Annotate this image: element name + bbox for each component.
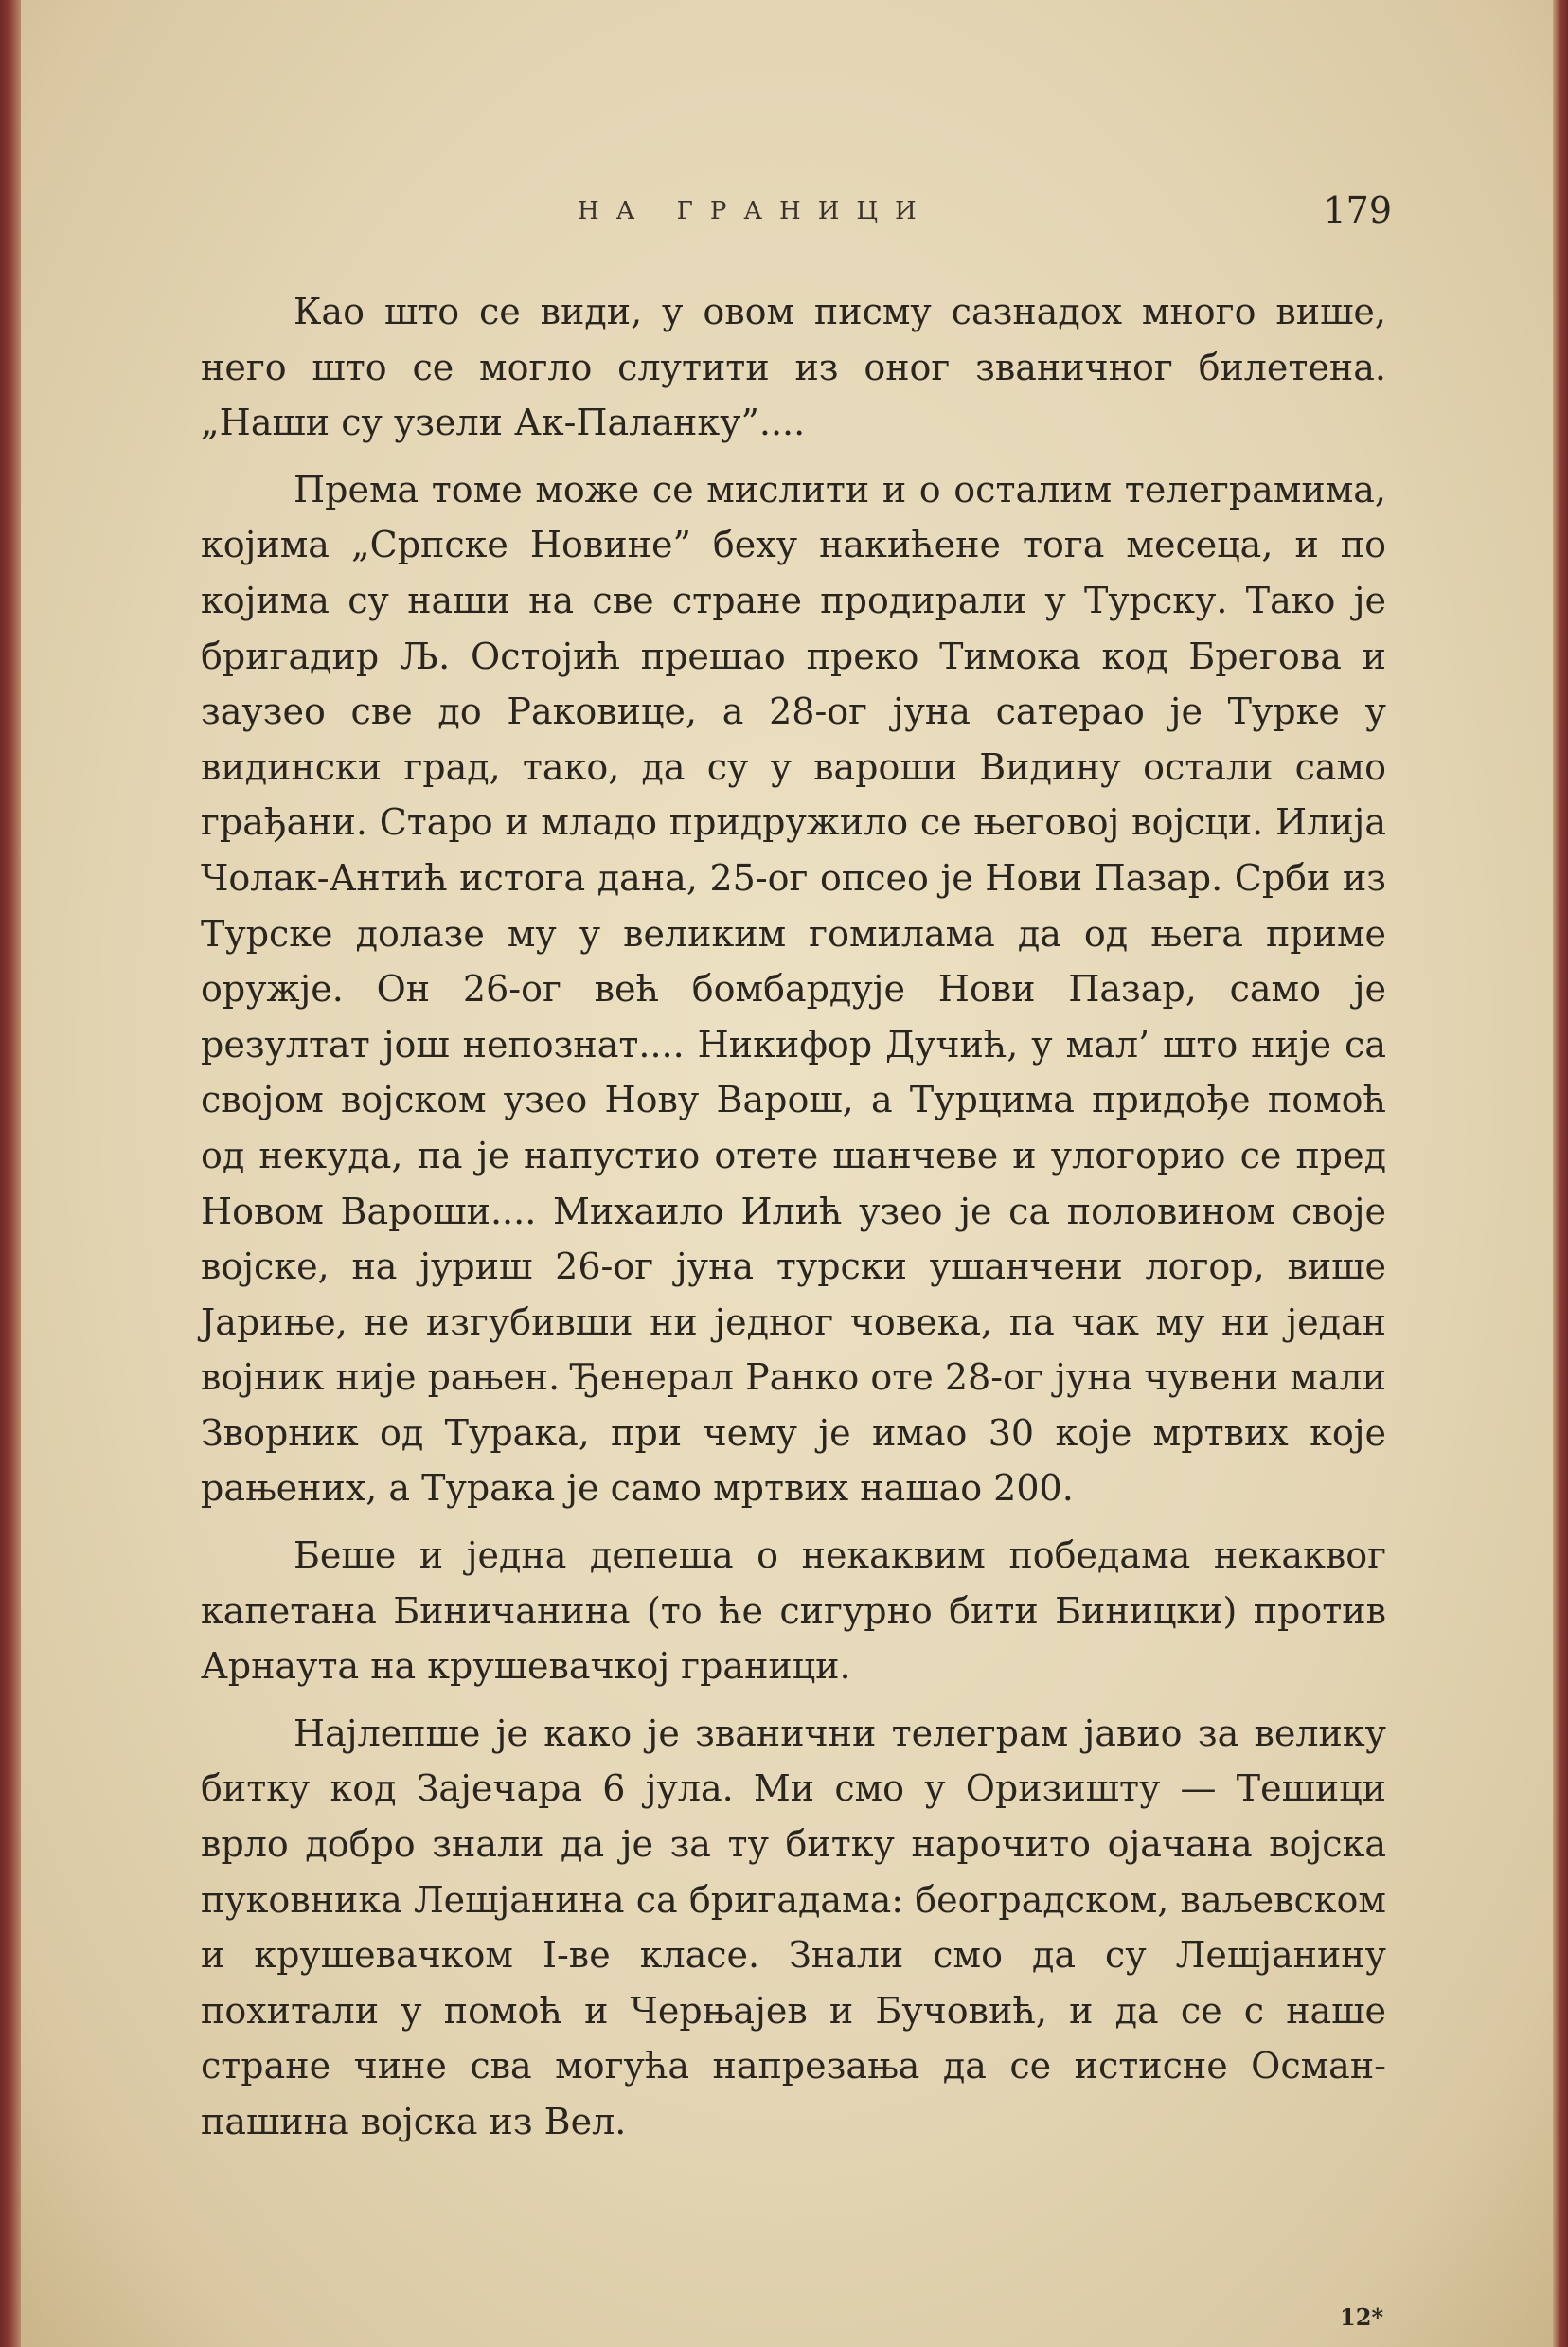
paragraph: Најлепше је како је званични телеграм јавио за велику битку код Зајечара 6 јула. Ми смо у Оризишту — Тешици врло добро знали да је за ту битку нарочито ојачана војска пуковника Лешјанина са бригадама: београдском, ваљевском и крушевачком I-ве класе. Знали смо да су Лешјанину похитали у помоћ и Черњајев и Бучовић, и да се с наше стране чине сва могућа напрезања да се истисне Осман-пашина војска из Вел. (201, 1711, 1386, 2142)
page-number: 179 (1323, 189, 1392, 231)
running-head (199, 189, 1392, 246)
paragraph: Према томе може се мислити и о осталим телеграмима, којима „Српске Новине” беху накићене тога месеца, и по којима су наши на све стране продирали у Турску. Тако је бригадир Љ. Остојић прешао преко Тимока код Брегова и заузео све до Раковице, а 28-ог јуна сатерао је Турке у видински град, тако, да су у вароши Видину остали само грађани. Старо и младо придружило се његовој војсци. Илија Чолак-Антић истога дана, 25-ог опсео је Нови Пазар. Срби из Турске долазе му у великим гомилама да од њега приме оружје. Он 26-ог већ бомбардује Нови Пазар, само је резултат још непознат.... Никифор Дучић, у мал’ што није са својом војском узео Нову Варош, а Турцима придође помоћ од некуда, па је напустио отете шанчеве и улогорио се пред Новом Вароши.... Михаило Илић узео је са половином своје војске, на јуриш 26-ог јуна турски ушанчени логор, више Јариње, не изгубивши ни једног човека, па чак му ни један војник није рањен. Ђенерал Ранко оте 28-ог јуна чувени мали Зворник од Турака, при чему је имао 30 које мртвих које рањених, а Турака је само мртвих нашао 200. (201, 468, 1386, 1510)
body-text (201, 284, 1386, 2161)
signature-mark: 12* (1340, 2303, 1383, 2331)
page-edge-right (1553, 0, 1568, 2347)
paragraph: Беше и једна депеша о некаквим победама некаквог капетана Биничанина (то ће сигурно бити Биницки) против Арнаута на крушевачкој граници. (201, 1534, 1386, 1688)
page-edge-left (0, 0, 21, 2347)
paragraph: Као што се види, у овом писму сазнадох много више, него што се могло слутити из оног званичног билетена. „Наши су узели Ак-Паланку”.... (201, 291, 1386, 444)
running-title: НА ГРАНИЦИ (578, 197, 934, 225)
